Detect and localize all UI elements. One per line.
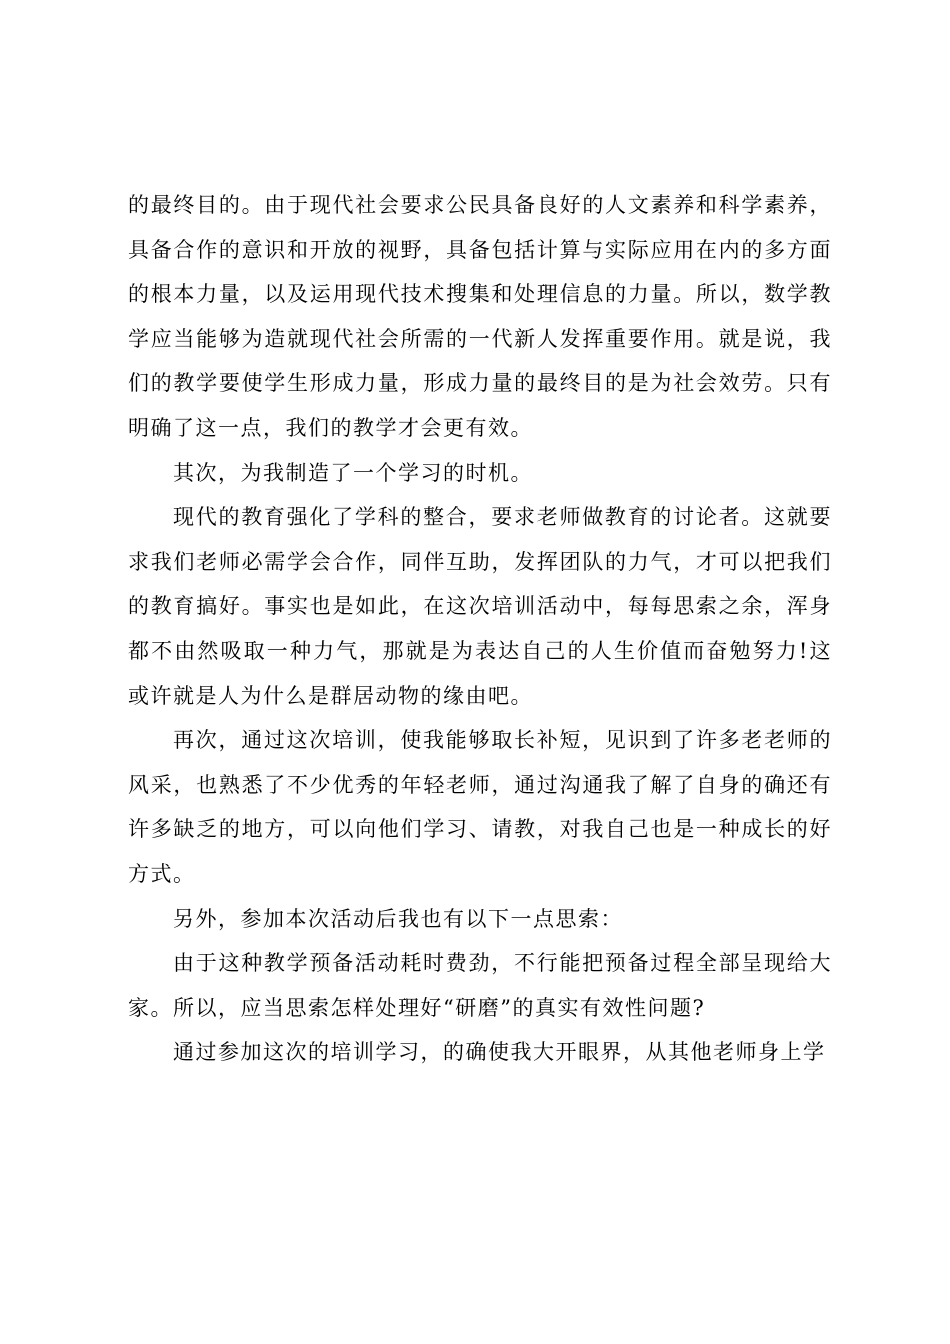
paragraph-1: 的最终目的。由于现代社会要求公民具备良好的人文素养和科学素养，具备合作的意识和开放的视野，具备包括计算与实际应用在内的多方面的根本力量，以及运用现代技术搜集和处理信息的力量。所以，数学教学应当能够为造就现代社会所需的一代新人发挥重要作用。就是说，我们的教学要使学生形成力量，形成力量的最终目的是为社会效劳。只有明确了这一点，我们的教学才会更有效。	[128, 193, 832, 440]
paragraph-6: 由于这种教学预备活动耗时费劲，不行能把预备过程全部呈现给大家。所以，应当思索怎样处理好“研磨”的真实有效性问题?	[128, 951, 832, 1020]
paragraph-7: 通过参加这次的培训学习，的确使我大开眼界，从其他老师身上学	[173, 1040, 826, 1065]
paragraph-3: 现代的教育强化了学科的整合，要求老师做教育的讨论者。这就要求我们老师必需学会合作，同伴互助，发挥团队的力气，才可以把我们的教育搞好。事实也是如此，在这次培训活动中，每每思索之余，浑身都不由然吸取一种力气，那就是为表达自己的人生价值而奋勉努力!这或许就是人为什么是群居动物的缘由吧。	[128, 505, 832, 708]
paragraph-4: 再次，通过这次培训，使我能够取长补短，见识到了许多老老师的风采，也熟悉了不少优秀的年轻老师，通过沟通我了解了自身的确还有许多缺乏的地方，可以向他们学习、请教，对我自己也是一种成长的好方式。	[128, 728, 832, 886]
paragraph-5: 另外，参加本次活动后我也有以下一点思索：	[173, 906, 623, 931]
document-body	[128, 183, 832, 1075]
paragraph-2: 其次，为我制造了一个学习的时机。	[173, 460, 533, 485]
